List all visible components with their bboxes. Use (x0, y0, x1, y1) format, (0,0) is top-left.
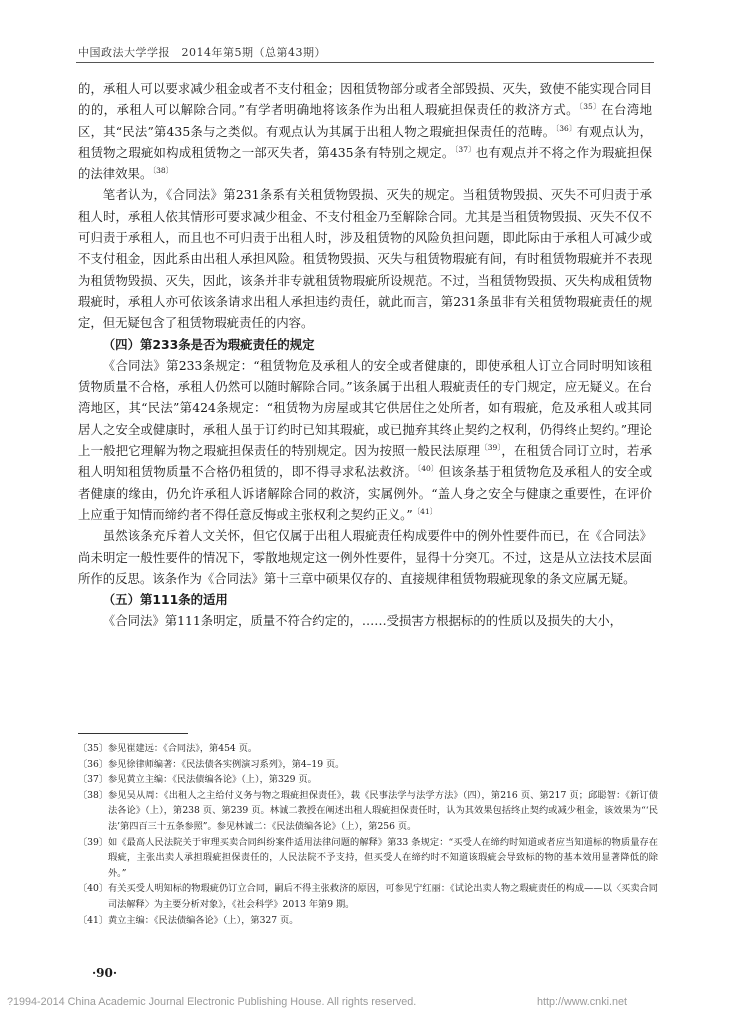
citation-ref[interactable]: 〔40〕 (417, 464, 439, 474)
section-heading-4: （四）第233条是否为瑕疵责任的规定 (102, 336, 315, 352)
paragraph-2: 笔者认为，《合同法》第231条系有关租赁物毁损、灭失的规定。当租赁物毁损、灭失不可归责于承租人时，承租人依其情形可要求减少租金、不支付租金乃至解除合同。尤其是当租赁物毁损、灭失不仅不可归责于承租人，而且也不可归责于出租人时，涉及租赁物的风险负担问题，即此际由于承租人可减少或不支付租金，因此系由出租人承担风险。租赁物毁损、灭失与租赁物瑕疵有间，有时租赁物瑕疵并不表现为租赁物毁损、灭失，因此，该条并非专就租赁物瑕疵所设规范。不过，当租赁物毁损、灭失构成租赁物瑕疵时，承租人亦可依该条请求出租人承担违约责任，就此而言，第231条虽非有关租赁物瑕疵责任的规定，但无疑包含了租赁物瑕疵责任的内容。 (78, 187, 652, 331)
page-number: ·90· (92, 966, 118, 980)
footnote: 〔40〕 有关买受人明知标的物瑕疵仍订立合同，嗣后不得主张救济的原因，可参见宁红丽：《试论出卖人物之瑕疵责任的构成——以〈买卖合同司法解释〉为主要分析对象》，《社会科学》2013 年第9 期。 (78, 883, 658, 910)
citation-ref[interactable]: 〔41〕 (412, 506, 438, 516)
footnote: 〔37〕 参见黄立主编：《民法债编各论》（上），第329 页。 (78, 774, 317, 786)
header-rule (76, 62, 654, 63)
paragraph-4: 虽然该条充斥着人文关怀，但它仅属于出租人瑕疵责任构成要件中的例外性要件而已，在《合同法》尚未明定一般性要件的情况下，零散地规定这一例外性要件，显得十分突兀。不过，这是从立法技术层面所作的反思。该条作为《合同法》第十三章中硕果仅存的、直接规律租赁物瑕疵现象的条文应属无疑。 (78, 528, 652, 586)
footnote: 〔38〕 参见吴从周：《出租人之主给付义务与物之瑕疵担保责任》，载《民事法学与法学方法》（四），第216 页、第217 页；邱聪智：《新订债法各论》（上），第238 页、第239 页。林诚二教授在阐述出租人瑕疵担保责任时，认为其效果包括终止契约或减少租金，该效果为“‘民法’第四百三十五条参照”。参见林诚二：《民法债编各论》（上），第256 页。 (78, 789, 658, 832)
copyright-notice: ?1994-2014 China Academic Journal Electronic Publishing House. All rights reserved. (7, 996, 417, 1008)
footnote: 〔39〕 如《最高人民法院关于审理买卖合同纠纷案件适用法律问题的解释》第33 条规定：“买受人在缔约时知道或者应当知道标的物质量存在瑕疵，主张出卖人承担瑕疵担保责任的，人民法院不予支持，但买受人在缔约时不知道该瑕疵会导致标的物的基本效用显著降低的除外。” (78, 836, 658, 879)
section-heading-5: （五）第111条的适用 (102, 592, 228, 608)
citation-ref[interactable]: 〔37〕 (454, 144, 476, 154)
article-body (78, 78, 652, 632)
paragraph-5: 《合同法》第111条明定，质量不符合约定的，……受损害方根据标的的性质以及损失的大小， (102, 613, 623, 629)
footnotes (78, 741, 658, 928)
citation-ref[interactable]: 〔38〕 (152, 166, 174, 176)
paragraph-3: 《合同法》第233条规定：“租赁物危及承租人的安全或者健康的，即使承租人订立合同时明知该租赁物质量不合格，承租人仍然可以随时解除合同。”该条属于出租人瑕疵责任的专门规定，应无疑义。在台湾地区，其“民法”第424条规定：“租赁物为房屋或其它供居住之处所者，如有瑕疵，危及承租人或其同居人之安全或健康时，承租人虽于订约时已知其瑕疵，或已抛弃其终止契约之权利，仍得终止契约。”理论上一般把它理解为物之瑕疵担保责任的特别规定。因为按照一般民法原理$^{〔39〕}$，在租赁合同订立时，若承租人明知租赁物质量不合格仍租赁的，即不得寻求私法救济。$^{〔40〕}$但该条基于租赁物危及承租人的安全或者健康的缘由，仍允许承租人诉诸解除合同的救济，实属例外。“盖人身之安全与健康之重要性，在评价上应重于知情而缔约者不得任意反悔或主张权利之契约正义。”$^{〔41〕}$ (78, 357, 653, 522)
running-header: 中国政法大学学报 2014年第5期（总第43期） (78, 46, 326, 59)
paragraph-1: 的，承租人可以要求减少租金或者不支付租金；因租赁物部分或者全部毁损、灭失，致使不能实现合同目的的，承租人可以解除合同。”有学者明确地将该条作为出租人瑕疵担保责任的救济方式。$^{〔35〕}$在台湾地区，其“民法”第435条与之类似。有观点认为其属于出租人物之瑕疵担保责任的范畴。$^{〔36〕}$有观点认为，租赁物之瑕疵如构成租赁物之一部灭失者，第435条有特别之规定。$^{〔37〕}$也有观点并不将之作为瑕疵担保的法律效果。$^{〔38〕}$ (78, 81, 653, 182)
footnote: 〔41〕 黄立主编：《民法债编各论》（上），第327 页。 (78, 914, 299, 926)
footnote: 〔35〕 参见崔建远：《合同法》，第454 页。 (78, 743, 258, 754)
citation-ref[interactable]: 〔39〕 (480, 442, 502, 452)
citation-ref[interactable]: 〔35〕 (579, 102, 602, 112)
footnote: 〔36〕 参见徐律师编著：《民法债各实例演习系列》，第4–19 页。 (78, 758, 345, 770)
source-link[interactable]: http://www.cnki.net (536, 996, 627, 1008)
citation-ref[interactable]: 〔36〕 (555, 123, 577, 133)
footnote-rule (78, 733, 188, 734)
